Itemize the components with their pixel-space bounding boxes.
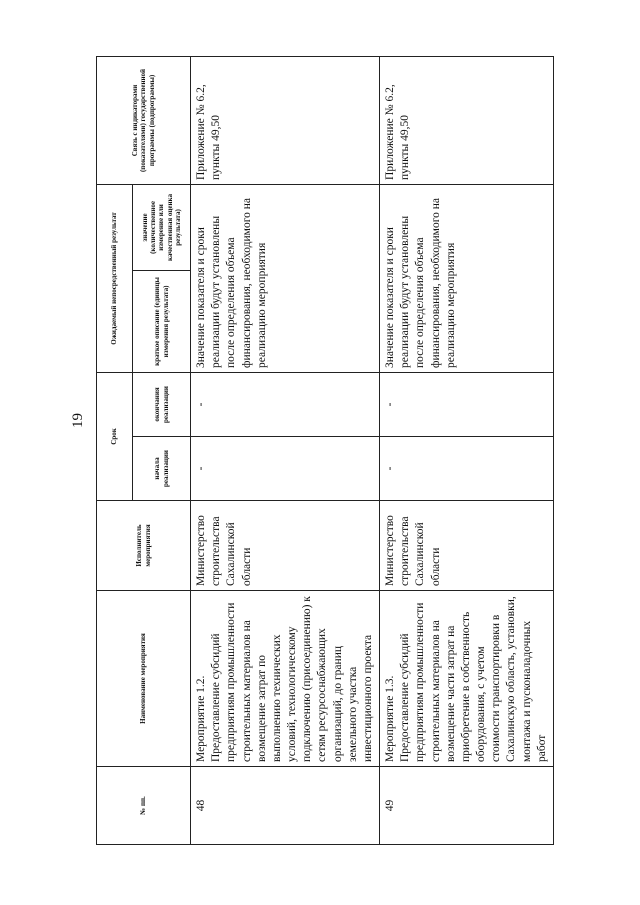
header-result-desc: краткое описание (единицы измерения результата)	[133, 270, 191, 372]
header-result: Ожидаемый непосредственный результат	[97, 184, 133, 372]
table-row	[380, 56, 554, 844]
row-link: Приложение № 6.2, пункты 49,50	[380, 56, 554, 184]
row-num: 48	[191, 767, 380, 845]
row-result: Значение показателя и сроки реализации будут установлены после определения объема финансирования, необходимого на реализацию мероприятия	[191, 184, 380, 372]
header-link: Связь с индикаторами (показателями) государственной программы (подпрограммы)	[97, 56, 191, 184]
header-num: № пп.	[97, 767, 191, 845]
row-executor: Министерство строительства Сахалинской области	[191, 501, 380, 591]
page-number: 19	[70, 413, 86, 428]
row-name: Мероприятие 1.2. Предоставление субсидий предприятиям промышленности строительных материалов на возмещение затрат по выполнению технических условий, технологическому подключению (присоединению) к сетям ресурсоснабжающих организаций, до границ земельного участка инвестиционного проекта	[191, 591, 380, 767]
row-term-end: -	[380, 372, 554, 436]
rotated-table-wrapper	[96, 57, 548, 845]
header-name: Наименование мероприятия	[97, 591, 191, 767]
header-term-start: начала реализации	[133, 437, 191, 501]
header-term: Срок	[97, 372, 133, 500]
table-row	[191, 56, 380, 844]
row-num: 49	[380, 767, 554, 845]
row-term-end: -	[191, 372, 380, 436]
header-term-end: окончания реализации	[133, 372, 191, 436]
row-result: Значение показателя и сроки реализации будут установлены после определения объема финансирования, необходимого на реализацию мероприятия	[380, 184, 554, 372]
row-link: Приложение № 6.2, пункты 49,50	[191, 56, 380, 184]
row-term-start: -	[380, 437, 554, 501]
measures-table	[96, 56, 554, 845]
row-name: Мероприятие 1.3. Предоставление субсидий предприятиям промышленности строительных материалов на возмещение части затрат на приобретение в собственность оборудования, с учетом стоимости транспортировки в Сахалинскую область, установки, монтажа и пусконаладочных работ	[380, 591, 554, 767]
header-executor: Исполнитель мероприятия	[97, 501, 191, 591]
row-term-start: -	[191, 437, 380, 501]
header-result-value: значение (количественное измерение или качественная оценка результата)	[133, 184, 191, 270]
row-executor: Министерство строительства Сахалинской области	[380, 501, 554, 591]
